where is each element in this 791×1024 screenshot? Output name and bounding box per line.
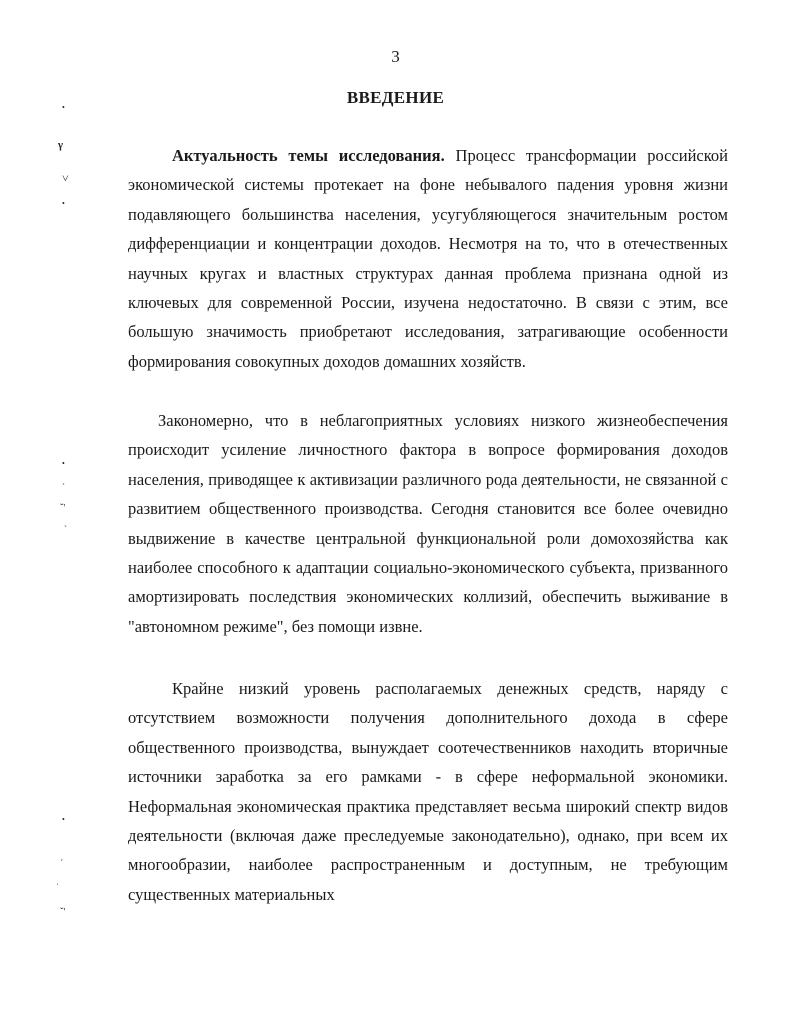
scan-speck: • xyxy=(62,815,65,824)
paragraph-1-lead: Актуальность темы исследования. xyxy=(172,146,445,165)
scan-speck: ᵞ xyxy=(58,137,64,157)
paragraph-2-text: Закономерно, что в неблагоприятных условиях низкого жизнеобеспечения происходит усиление личностного фактора в вопросе формирования доходов населения, приводящее к активизации различного рода деятельности, не связанной с развитием общественного производства. Сегодня становится все более очевидно выдвижение в качестве центральной функциональной роли домохозяйства как наиболее способного к адаптации социально-экономического субъекта, призванного амортизировать последствия экономических коллизий, обеспечить выживание в "автономном режиме", без помощи извне. xyxy=(128,411,728,636)
scan-speck: ˎ xyxy=(62,475,65,485)
paragraph-2 xyxy=(128,406,728,641)
scan-speck: ˇ' xyxy=(60,907,66,918)
scan-speck: ˊ xyxy=(60,859,64,870)
scan-speck: • xyxy=(62,459,65,468)
scan-speck: • xyxy=(62,103,65,112)
scan-speck: ˇ' xyxy=(60,503,66,514)
paragraph-3-text: Крайне низкий уровень располагаемых денежных средств, наряду с отсутствием возможности получения дополнительного дохода в сфере общественного производства, вынуждает соотечественников находить вторичные источники заработка за его рамками - в сфере неформальной экономики. Неформальная экономическая практика представляет весьма широкий спектр видов деятельности (включая даже преследуемые законодательно), однако, при всем их многообразии, наиболее распространенным и доступным, не требующим существенных материальных xyxy=(128,679,728,904)
section-heading: ВВЕДЕНИЕ xyxy=(346,88,445,107)
scan-speck: ˏ xyxy=(64,517,67,527)
paragraph-1 xyxy=(128,141,728,376)
page-number: 3 xyxy=(391,47,400,66)
paragraph-1-text: Процесс трансформации российской экономической системы протекает на фоне небывалого падения уровня жизни подавляющего большинства населения, усугубляющегося значительным ростом дифференциации и концентрации доходов. Несмотря на то, что в отечественных научных кругах и властных структурах данная проблема признана одной из ключевых для современной России, изучена недостаточно. В связи с этим, все большую значимость приобретают исследования, затрагивающие особенности формирования совокупных доходов домашних хозяйств. xyxy=(128,146,729,371)
scan-speck: ˌ xyxy=(56,875,59,885)
scan-speck: ˅ xyxy=(62,171,69,185)
paragraph-3 xyxy=(128,674,728,909)
scan-speck: • xyxy=(62,199,65,208)
